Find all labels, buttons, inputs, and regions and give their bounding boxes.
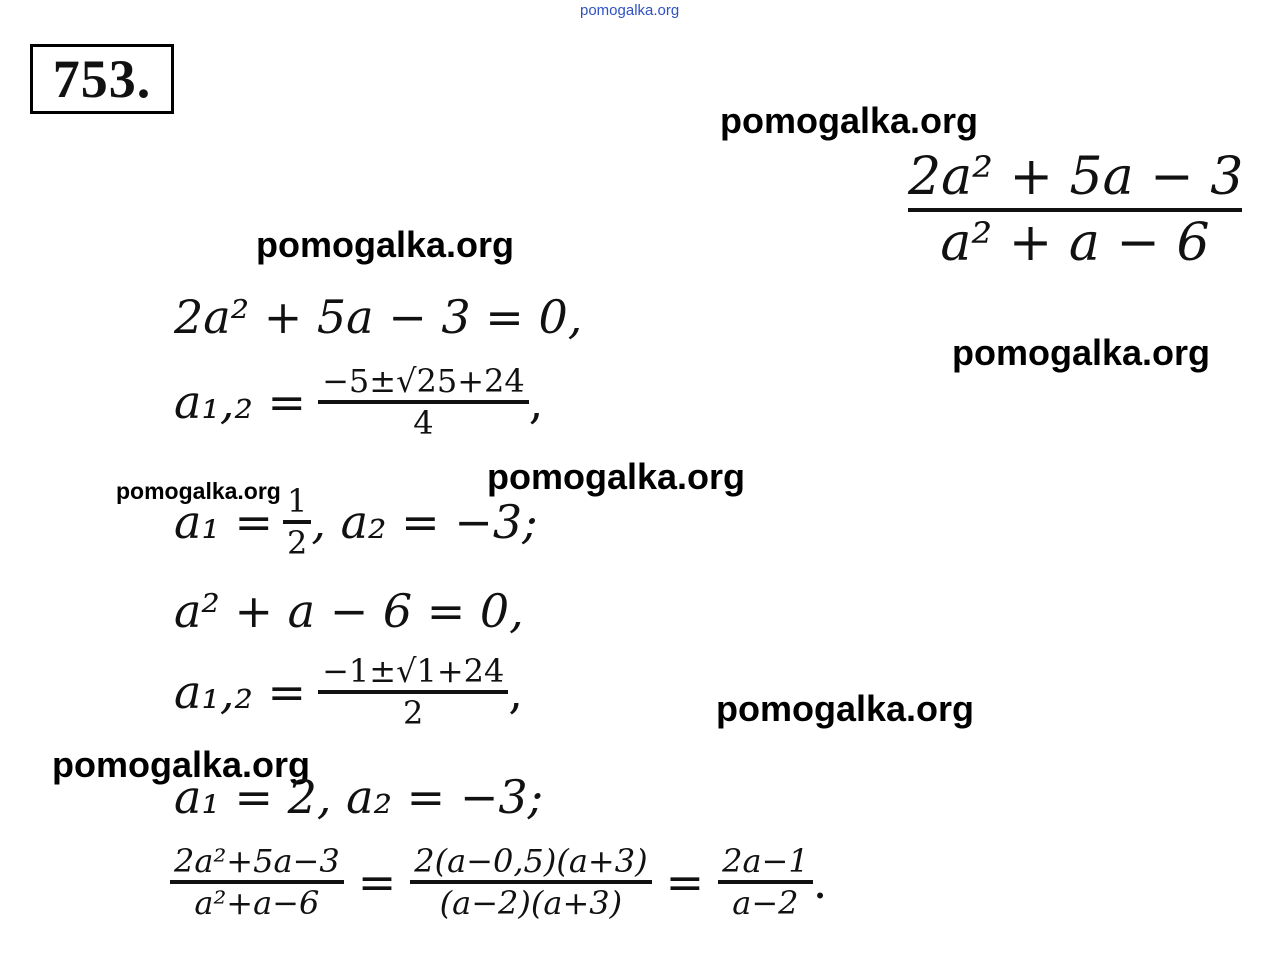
roots-lhs: a₁,₂ = [174,665,307,719]
roots-denominator: 2 [403,694,424,732]
problem-number: 753. [30,44,174,114]
given-numerator: 2a² + 5a − 3 [908,147,1244,207]
watermark: pomogalka.org [256,224,515,265]
watermark: pomogalka.org [116,478,281,504]
equation-2: a² + a − 6 = 0, [174,584,524,638]
roots-numerator: −5±√25+24 [322,362,525,400]
given-denominator: a² + a − 6 [940,213,1210,273]
roots-result-2: a₁ = 2, a₂ = −3; [174,770,544,824]
final-simplification [170,842,827,922]
factored-fraction [410,842,651,922]
equals-sign: = [665,855,705,909]
a1-denominator: 2 [287,524,308,562]
comma: , [508,665,523,719]
fraction-numerator: 2(a−0,5)(a+3) [414,842,648,880]
roots-denominator: 4 [413,404,434,442]
original-fraction [170,842,344,922]
roots-result-1 [174,482,538,562]
comma: , [528,375,544,429]
roots-numerator: −1±√1+24 [322,652,505,690]
watermark: pomogalka.org [52,744,311,785]
roots-formula-1 [174,362,543,442]
roots-fraction [318,362,529,442]
watermark-top: pomogalka.org [580,2,680,19]
a1-lhs: a₁ = [174,495,274,549]
simplified-fraction [718,842,813,922]
fraction-numerator: 2a−1 [722,842,809,880]
roots-lhs: a₁,₂ = [174,375,307,429]
period: . [812,855,828,909]
watermark: pomogalka.org [952,332,1211,373]
a1-fraction [283,482,311,562]
roots-fraction [318,652,508,732]
given-fraction [908,146,1242,274]
a2-value: , a₂ = −3; [311,495,538,549]
fraction-denominator: a²+a−6 [194,884,320,922]
equation-1: 2a² + 5a − 3 = 0, [174,290,583,344]
watermark: pomogalka.org [487,456,746,497]
equals-sign: = [357,855,397,909]
fraction-denominator: (a−2)(a+3) [439,884,623,922]
fraction-numerator: 2a²+5a−3 [174,842,340,880]
a1-numerator: 1 [287,482,308,520]
watermark: pomogalka.org [720,100,979,141]
roots-formula-2 [174,652,523,732]
watermark: pomogalka.org [716,688,975,729]
fraction-denominator: a−2 [732,884,799,922]
